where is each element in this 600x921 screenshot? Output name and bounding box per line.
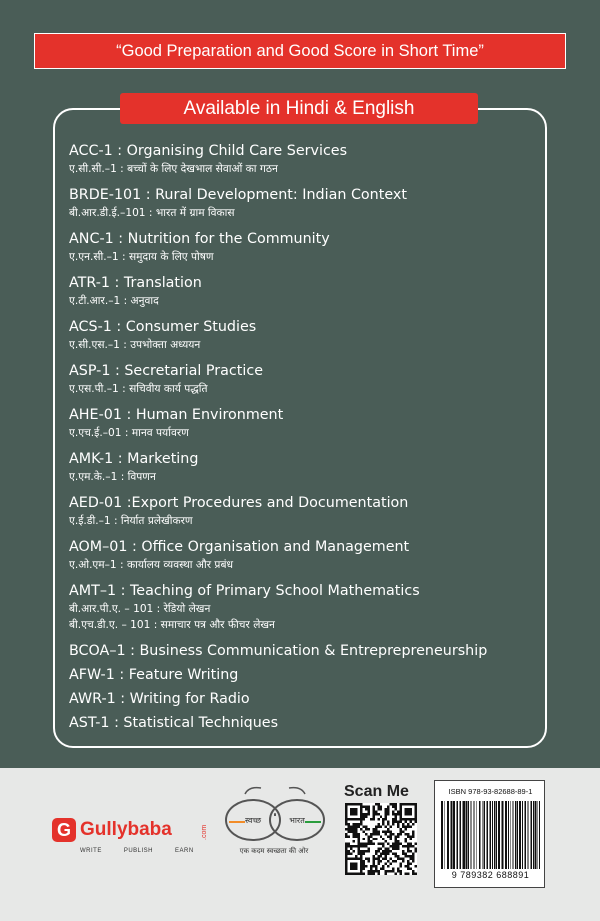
course-title-hi: ए.एच.ई.–01 : मानव पर्यावरण bbox=[69, 427, 189, 439]
course-item bbox=[69, 229, 539, 265]
gullybaba-logo bbox=[52, 818, 222, 858]
logo-dotcom: .com bbox=[201, 824, 208, 840]
isbn-barcode bbox=[434, 780, 545, 888]
course-item bbox=[69, 713, 539, 733]
swachh-caption: एक कदम स्वच्छता की ओर bbox=[239, 847, 309, 855]
course-title-en: ACC-1 : Organising Child Care Services bbox=[69, 143, 348, 159]
course-item bbox=[69, 493, 539, 529]
course-list bbox=[69, 141, 539, 737]
course-title-en: AFW-1 : Feature Writing bbox=[69, 667, 239, 683]
course-title-hi: ए.सी.एस.–1 : उपभोक्ता अध्ययन bbox=[69, 339, 201, 351]
course-title-hi: ए.एस.पी.–1 : सचिवीय कार्य पद्धति bbox=[69, 383, 208, 395]
isbn-text: ISBN 978-93-82688-89-1 bbox=[448, 787, 533, 796]
course-title-hi: ए.एन.सी.–1 : समुदाय के लिए पोषण bbox=[69, 251, 214, 263]
course-item bbox=[69, 185, 539, 221]
course-item bbox=[69, 405, 539, 441]
course-item bbox=[69, 361, 539, 397]
course-title-en: AMK-1 : Marketing bbox=[69, 451, 199, 467]
scan-me-label: Scan Me bbox=[344, 783, 409, 800]
logo-g-icon: G bbox=[52, 818, 76, 842]
course-item bbox=[69, 317, 539, 353]
swachh-right-word: भारत bbox=[289, 816, 305, 825]
course-item bbox=[69, 141, 539, 177]
logo-wordmark: Gullybaba bbox=[80, 819, 172, 840]
swachh-bharat-logo bbox=[215, 782, 330, 862]
course-item bbox=[69, 665, 539, 685]
course-title-en: AED-01 :Export Procedures and Documentation bbox=[69, 495, 409, 511]
course-title-en: AWR-1 : Writing for Radio bbox=[69, 691, 250, 707]
barcode-number: 9 789382 688891 bbox=[451, 870, 530, 880]
course-title-hi: बी.एच.डी.ए. – 101 : समाचार पत्र और फीचर लेखन bbox=[69, 619, 275, 631]
course-title-hi: ए.ई.डी.–1 : निर्यात प्रलेखीकरण bbox=[69, 515, 193, 527]
tagline-text: “Good Preparation and Good Score in Short Time” bbox=[116, 41, 484, 60]
course-title-hi: ए.ओ.एम–1 : कार्यालय व्यवस्था और प्रबंध bbox=[69, 559, 234, 571]
course-item bbox=[69, 537, 539, 573]
tagline-banner bbox=[34, 33, 566, 69]
availability-tab bbox=[120, 93, 478, 124]
course-item bbox=[69, 449, 539, 485]
course-title-hi: ए.टी.आर.–1 : अनुवाद bbox=[69, 295, 159, 307]
footer-strip bbox=[0, 768, 600, 921]
course-title-en: BRDE-101 : Rural Development: Indian Context bbox=[69, 187, 407, 203]
course-title-en: ATR-1 : Translation bbox=[69, 275, 202, 291]
course-title-en: ANC-1 : Nutrition for the Community bbox=[69, 231, 330, 247]
course-item-amt bbox=[69, 581, 539, 633]
course-title-hi: ए.सी.सी.–1 : बच्चों के लिए देखभाल सेवाओं का गठन bbox=[69, 163, 278, 175]
course-item bbox=[69, 689, 539, 709]
course-title-en: AOM–01 : Office Organisation and Management bbox=[69, 539, 410, 555]
course-title-hi: बी.आर.डी.ई.–101 : भारत में ग्राम विकास bbox=[69, 207, 235, 219]
course-title-en: ACS-1 : Consumer Studies bbox=[69, 319, 257, 335]
course-item bbox=[69, 641, 539, 661]
logo-tag-item: WRITE bbox=[80, 848, 102, 854]
availability-text: Available in Hindi & English bbox=[183, 97, 415, 119]
course-title-en: BCOA–1 : Business Communication & Entreprepreneurship bbox=[69, 643, 488, 659]
qr-code-icon bbox=[345, 803, 417, 875]
course-title-hi: ए.एम.के.–1 : विपणन bbox=[69, 471, 156, 483]
course-title-en: AMT–1 : Teaching of Primary School Mathematics bbox=[69, 583, 420, 599]
logo-tagline bbox=[80, 848, 216, 854]
course-title-hi: बी.आर.पी.ए. – 101 : रेडियो लेखन bbox=[69, 603, 211, 615]
logo-tag-item: PUBLISH bbox=[123, 848, 154, 854]
swachh-left-word: स्वच्छ bbox=[244, 816, 262, 825]
course-item bbox=[69, 273, 539, 309]
glasses-icon bbox=[215, 782, 330, 844]
logo-tag-item: EARN bbox=[175, 848, 194, 854]
course-title-en: AHE-01 : Human Environment bbox=[69, 407, 284, 423]
course-title-en: AST-1 : Statistical Techniques bbox=[69, 715, 279, 731]
barcode-icon bbox=[441, 801, 541, 869]
course-title-en: ASP-1 : Secretarial Practice bbox=[69, 363, 264, 379]
